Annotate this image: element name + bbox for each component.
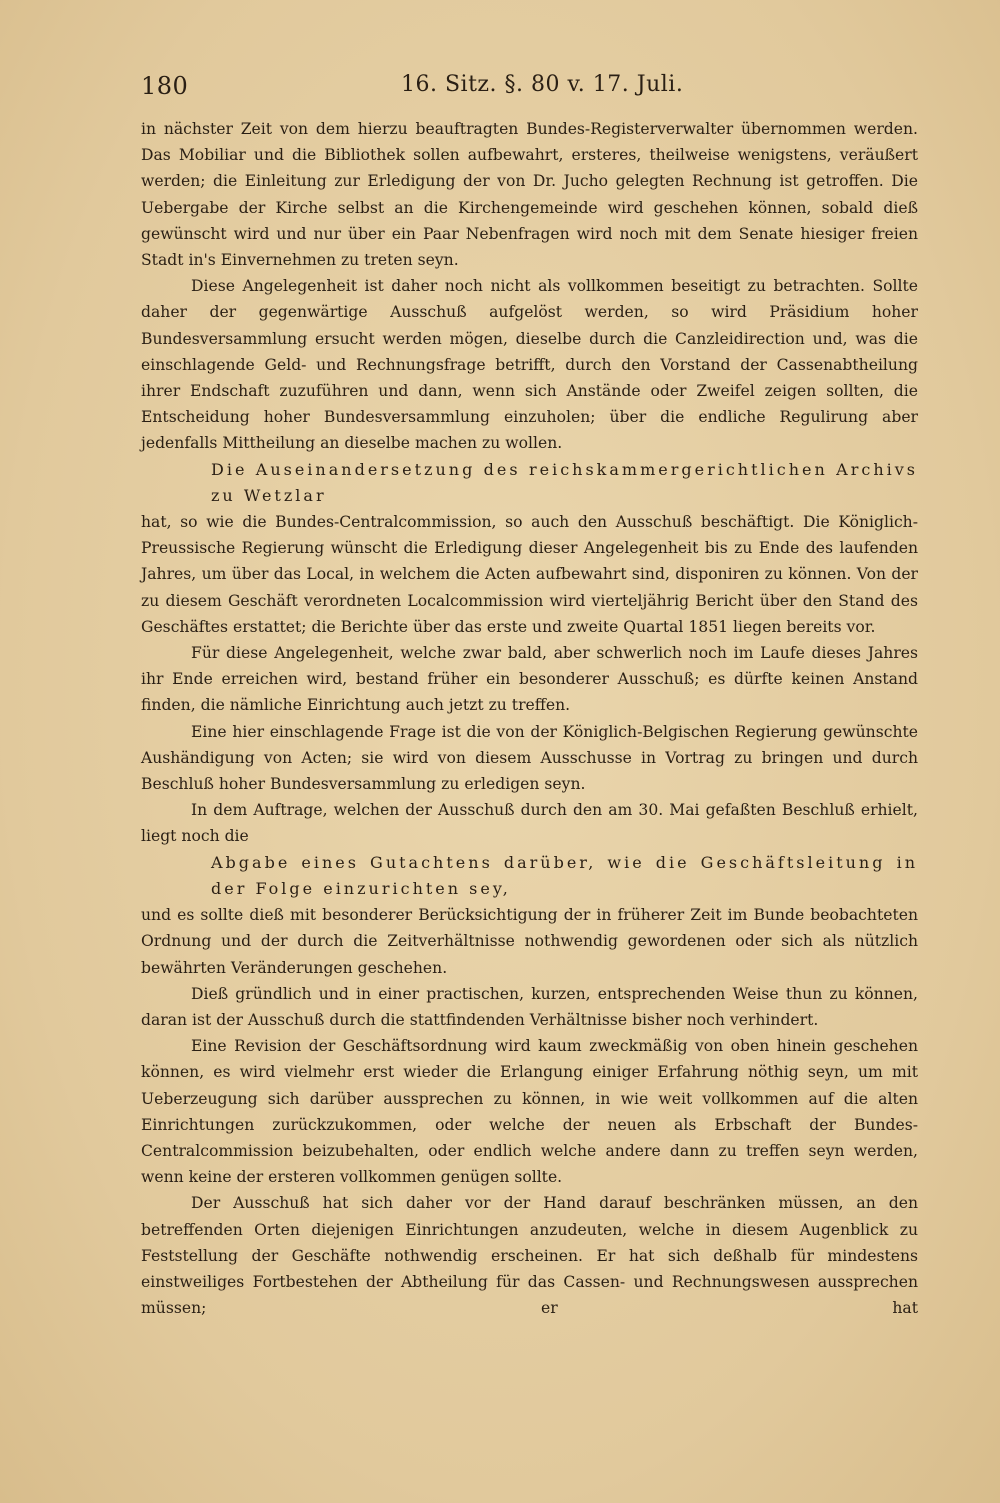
paragraph: In dem Auftrage, welchen der Ausschuß durch den am 30. Mai gefaßten Beschluß erhielt, liegt noch die (141, 801, 918, 846)
page-header (141, 70, 916, 104)
paragraph: und es sollte dieß mit besonderer Berücksichtigung der in früherer Zeit im Bunde beobachteten Ordnung und der durch die Zeitverhältnisse nothwendig gewordenen oder sich als nützlich bewährten Veränderungen geschehen. (141, 906, 918, 977)
section-heading: Die Auseinandersetzung des reichskammergerichtlichen Archivs zu Wetzlar (211, 459, 918, 505)
paragraph: Eine Revision der Geschäftsordnung wird kaum zweckmäßig von oben hinein geschehen können, es wird vielmehr erst wieder die Erlangung einiger Erfahrung nöthig seyn, um mit Ueberzeugung sich darüber aussprechen zu können, in wie weit vollkommen auf die alten Einrichtungen zurückzukommen, oder welche der neuen als Erbschaft der Bundes-Centralcommission beizubehalten, oder endlich welche andere dann zu treffen seyn werden, wenn keine der ersteren vollkommen genügen sollte. (141, 1037, 918, 1187)
paragraph: Für diese Angelegenheit, welche zwar bald, aber schwerlich noch im Laufe dieses Jahres ihr Ende erreichen wird, bestand früher ein besonderer Ausschuß; es dürfte keinen Anstand finden, die nämliche Einrichtung auch jetzt zu treffen. (141, 644, 918, 715)
paragraph: Dieß gründlich und in einer practischen, kurzen, entsprechenden Weise thun zu können, daran ist der Ausschuß durch die stattfindenden Verhältnisse bisher noch verhindert. (141, 984, 918, 1029)
paragraph: in nächster Zeit von dem hierzu beauftragten Bundes-Registerverwalter übernommen werden. Das Mobiliar und die Bibliothek sollen aufbewahrt, ersteres, theilweise wenigstens, veräußert werden; die Einleitung zur Erledigung der von Dr. Jucho gelegten Rechnung ist getroffen. Die Uebergabe der Kirche selbst an die Kirchengemeinde wird geschehen können, sobald dieß gewünscht wird und nur über ein Paar Nebenfragen wird noch mit dem Senate hiesiger freien Stadt in's Einvernehmen zu treten seyn. (141, 120, 918, 270)
paragraph: Der Ausschuß hat sich daher vor der Hand darauf beschränken müssen, an den betreffenden Orten diejenigen Einrichtungen anzudeuten, welche in diesem Augenblick zu Feststellung der Geschäfte nothwendig erscheinen. Er hat sich deßhalb für mindestens einstweiliges Fortbestehen der Abtheilung für das Cassen- und Rechnungswesen aussprechen müssen; er hat (141, 1194, 918, 1318)
paragraph: Diese Angelegenheit ist daher noch nicht als vollkommen beseitigt zu betrachten. Sollte daher der gegenwärtige Ausschuß aufgelöst werden, so wird Präsidium hoher Bundesversammlung ersucht werden mögen, dieselbe durch die Canzleidirection und, was die einschlagende Geld- und Rechnungsfrage betrifft, durch den Vorstand der Cassenabtheilung ihrer Endschaft zuzuführen und dann, wenn sich Anstände oder Zweifel zeigen sollten, die Entscheidung hoher Bundesversammlung einzuholen; über die endliche Regulirung aber jedenfalls Mittheilung an dieselbe machen zu wollen. (141, 277, 918, 453)
paragraph: Eine hier einschlagende Frage ist die von der Königlich-Belgischen Regierung gewünschte Aushändigung von Acten; sie wird von diesem Ausschusse in Vortrag zu bringen und durch Beschluß hoher Bundesversammlung zu erledigen seyn. (141, 722, 918, 794)
page-number: 180 (141, 72, 189, 100)
section-heading: Abgabe eines Gutachtens darüber, wie die Geschäftsleitung in der Folge einzurichten sey, (211, 852, 918, 898)
running-head: 16. Sitz. §. 80 v. 17. Juli. (401, 72, 684, 97)
body-text (141, 116, 918, 1321)
paragraph: hat, so wie die Bundes-Centralcommission, so auch den Ausschuß beschäftigt. Die Königlich-Preussische Regierung wünscht die Erledigung dieser Angelegenheit bis zu Ende des laufenden Jahres, um über das Local, in welchem die Acten aufbewahrt sind, disponiren zu können. Von der zu diesem Geschäft verordneten Localcommission wird vierteljährig Bericht über den Stand des Geschäftes erstattet; die Berichte über das erste und zweite Quartal 1851 liegen bereits vor. (141, 513, 918, 636)
